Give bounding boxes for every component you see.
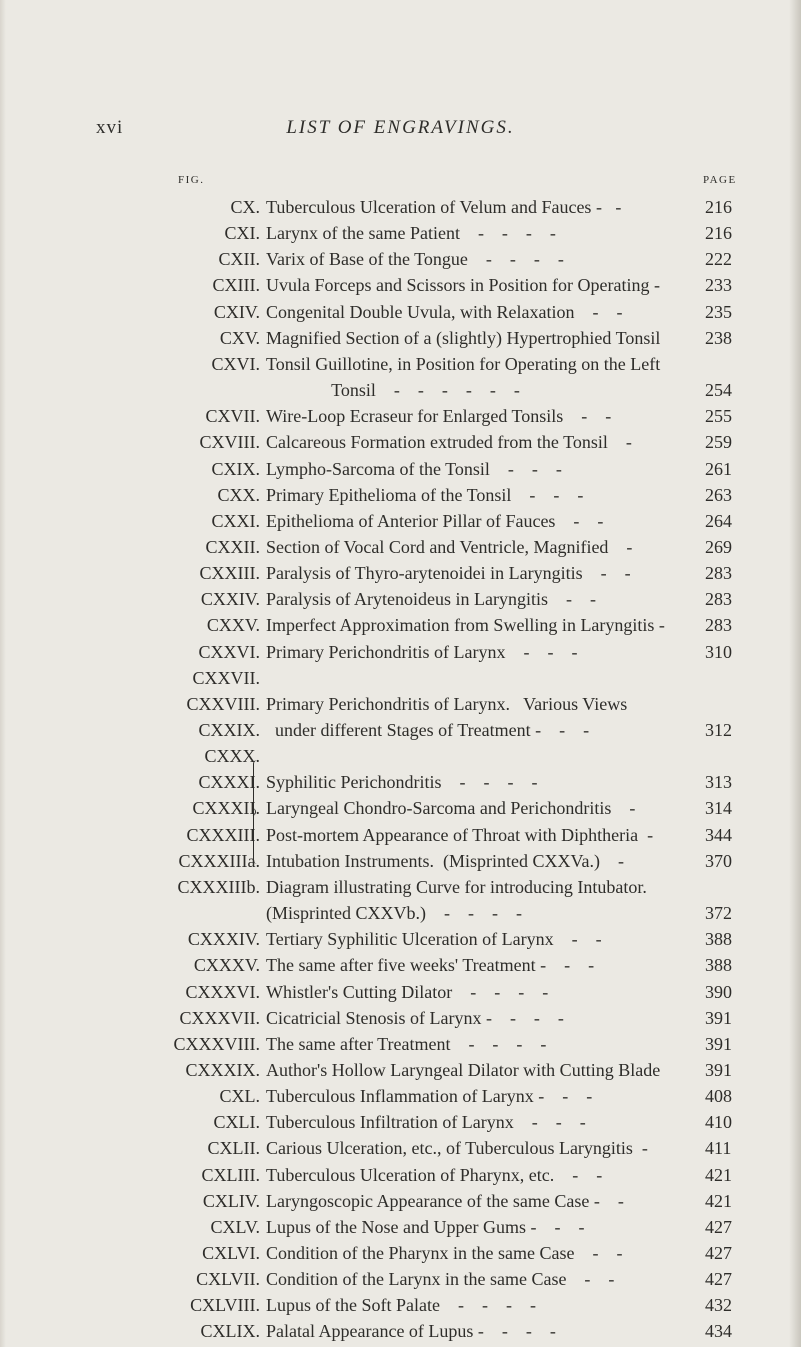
list-item xyxy=(0,1213,801,1241)
figure-number: CXX. xyxy=(217,484,260,505)
page-ref: 421 xyxy=(705,1164,732,1185)
figure-description: Lupus of the Soft Palate - - - - xyxy=(266,1295,541,1316)
figure-number: CXVIII. xyxy=(199,432,260,453)
figure-number: CXV. xyxy=(219,327,260,348)
page-ref: 259 xyxy=(705,432,732,453)
page-ref: 432 xyxy=(705,1295,732,1316)
figure-description: The same after five weeks' Treatment - - - xyxy=(266,955,599,976)
figure-number: CXXXIII. xyxy=(186,824,260,845)
figure-description: Tuberculous Inflammation of Larynx - - - xyxy=(266,1086,597,1107)
figure-number: CXI. xyxy=(224,223,260,244)
page-number: xvi xyxy=(96,117,124,138)
figure-number: CXXXIIIb. xyxy=(177,876,260,897)
column-header-fig: FIG. xyxy=(178,174,205,186)
page-ref: 313 xyxy=(705,772,732,793)
figure-number: CXLVIII. xyxy=(190,1295,260,1316)
figure-number: CXXI. xyxy=(211,510,260,531)
figure-number: CXXXIV. xyxy=(187,929,260,950)
page-ref: 283 xyxy=(705,589,732,610)
page-ref: 283 xyxy=(705,615,732,636)
figure-description: Larynx of the same Patient - - - - xyxy=(266,223,561,244)
list-item xyxy=(0,664,801,692)
list-item xyxy=(0,271,801,299)
figure-number: CXIX. xyxy=(211,458,260,479)
page-ref: 312 xyxy=(705,720,732,740)
figure-number: CXLIII. xyxy=(201,1164,260,1185)
figure-description: Lympho-Sarcoma of the Tonsil - - - xyxy=(266,458,567,479)
list-item xyxy=(0,742,801,770)
figure-number: CXXIX. xyxy=(198,720,260,740)
page-ref: 283 xyxy=(705,563,732,584)
list-item xyxy=(0,376,801,404)
figure-description: The same after Treatment - - - - xyxy=(266,1033,551,1054)
list-item xyxy=(0,978,801,1006)
figure-description: Syphilitic Perichondritis - - - - xyxy=(266,772,542,793)
figure-number: CXXXIX. xyxy=(185,1059,260,1080)
figure-number: CXII. xyxy=(218,249,260,270)
figure-number: CXLI. xyxy=(213,1112,260,1133)
figure-description: Tonsil - - - - - - xyxy=(300,380,525,401)
figure-number: CXXII. xyxy=(205,536,260,557)
list-item xyxy=(0,350,801,378)
page-ref: 427 xyxy=(705,1243,732,1263)
figure-description: Intubation Instruments. (Misprinted CXXVa.) - xyxy=(266,850,629,871)
list-item xyxy=(0,481,801,509)
list-item xyxy=(0,638,801,666)
figure-description: Congenital Double Uvula, with Relaxation - - xyxy=(266,301,627,322)
page-ref: 261 xyxy=(705,458,732,479)
list-item xyxy=(0,324,801,352)
figure-description: Wire-Loop Ecraseur for Enlarged Tonsils - - xyxy=(266,406,616,427)
figure-description: Imperfect Approximation from Swelling in Laryngitis - xyxy=(266,615,670,636)
figure-number: CXIV. xyxy=(213,301,260,322)
list-item xyxy=(0,1265,801,1293)
figure-description: under different Stages of Treatment - - - xyxy=(266,720,594,740)
page-ref: 216 xyxy=(705,197,732,217)
list-item xyxy=(0,245,801,273)
figure-number: CXXVI. xyxy=(198,641,260,662)
list-item xyxy=(0,559,801,587)
figure-description: Paralysis of Arytenoideus in Laryngitis - - xyxy=(266,589,601,610)
figure-number: CXLIX. xyxy=(200,1321,260,1342)
running-header xyxy=(0,113,801,143)
list-item xyxy=(0,925,801,953)
figure-description: Laryngoscopic Appearance of the same Case - - xyxy=(266,1190,629,1211)
column-header-page: PAGE xyxy=(703,174,737,186)
figure-description: Cicatricial Stenosis of Larynx - - - - xyxy=(266,1007,569,1028)
list-item xyxy=(0,847,801,875)
page-ref: 421 xyxy=(705,1190,732,1211)
figure-number: CXVII. xyxy=(205,406,260,427)
page-ref: 388 xyxy=(705,955,732,976)
list-item xyxy=(0,428,801,456)
figure-number: CXXXIIIa. xyxy=(178,850,260,871)
figure-description: Varix of Base of the Tongue - - - - xyxy=(266,249,569,270)
figure-description: Primary Epithelioma of the Tonsil - - - xyxy=(266,484,588,505)
figure-number: CXLVI. xyxy=(202,1243,260,1263)
page-ref: 391 xyxy=(705,1007,732,1028)
figure-number: CXVI. xyxy=(211,353,260,374)
list-item xyxy=(0,219,801,247)
list-item xyxy=(0,1004,801,1032)
figure-number: CXXVII. xyxy=(192,667,260,688)
figure-number: CXXIII. xyxy=(199,563,260,584)
figure-description: Condition of the Larynx in the same Case - - xyxy=(266,1269,619,1290)
page-ref: 269 xyxy=(705,536,732,557)
figure-number: CXXXI. xyxy=(198,772,260,793)
page-ref: 264 xyxy=(705,510,732,531)
figure-description: Laryngeal Chondro-Sarcoma and Perichondritis - xyxy=(266,798,640,819)
page-ref: 388 xyxy=(705,929,732,950)
figure-description: Calcareous Formation extruded from the Tonsil - xyxy=(266,432,637,453)
page-ref: 370 xyxy=(705,850,732,871)
page-ref: 310 xyxy=(705,641,732,662)
figure-description: Epithelioma of Anterior Pillar of Fauces - - xyxy=(266,510,608,531)
list-item xyxy=(0,585,801,613)
list-item xyxy=(0,1239,801,1267)
list-item xyxy=(0,1108,801,1136)
page-ref: 372 xyxy=(705,903,732,924)
list-item xyxy=(0,1134,801,1162)
figure-description: Whistler's Cutting Dilator - - - - xyxy=(266,981,553,1002)
figure-description: Primary Perichondritis of Larynx. Various Views xyxy=(266,693,628,714)
list-item xyxy=(0,611,801,639)
figure-description: Author's Hollow Laryngeal Dilator with Cutting Blade xyxy=(266,1059,661,1080)
list-item xyxy=(0,768,801,796)
figure-description: Condition of the Pharynx in the same Case - - xyxy=(266,1243,627,1263)
figure-description: Primary Perichondritis of Larynx - - - xyxy=(266,641,582,662)
page-ref: 427 xyxy=(705,1216,732,1237)
list-item xyxy=(0,193,801,221)
list-item xyxy=(0,507,801,535)
figure-description: Lupus of the Nose and Upper Gums - - - xyxy=(266,1216,589,1237)
page-ref: 411 xyxy=(705,1138,732,1159)
list-item xyxy=(0,899,801,927)
list-item xyxy=(0,1291,801,1319)
list-item xyxy=(0,1187,801,1215)
figure-number: CXL. xyxy=(219,1086,260,1107)
figure-description: Tertiary Syphilitic Ulceration of Larynx - - xyxy=(266,929,607,950)
figure-description: Tuberculous Ulceration of Velum and Fauces - - xyxy=(266,197,626,217)
figure-description: Palatal Appearance of Lupus - - - - xyxy=(266,1321,561,1342)
figure-description: Post-mortem Appearance of Throat with Diphtheria - xyxy=(266,824,658,845)
list-item xyxy=(0,1161,801,1189)
figure-description: Carious Ulceration, etc., of Tuberculous Laryngitis - xyxy=(266,1138,653,1159)
figure-number: CXXIV. xyxy=(200,589,260,610)
list-item xyxy=(0,794,801,822)
list-item xyxy=(0,873,801,901)
list-item xyxy=(0,690,801,718)
list-item xyxy=(0,1030,801,1058)
page-ref: 410 xyxy=(705,1112,732,1133)
figure-number: CX. xyxy=(230,197,260,217)
list-item xyxy=(0,716,801,744)
figure-description: (Misprinted CXXVb.) - - - - xyxy=(266,903,527,924)
page-title: LIST OF ENGRAVINGS. xyxy=(286,117,515,138)
figure-number: CXXX. xyxy=(204,746,260,767)
figure-number: CXXV. xyxy=(206,615,260,636)
figure-description: Paralysis of Thyro-arytenoidei in Laryngitis - - xyxy=(266,563,636,584)
figure-number: CXLIV. xyxy=(202,1190,260,1211)
figure-description: Magnified Section of a (slightly) Hypertrophied Tonsil xyxy=(266,327,661,348)
figure-description: Section of Vocal Cord and Ventricle, Magnified - xyxy=(266,536,637,557)
list-item xyxy=(0,402,801,430)
figure-number: CXLV. xyxy=(210,1216,260,1237)
figure-description: Uvula Forceps and Scissors in Position for Operating - xyxy=(266,275,665,296)
figure-description: Tuberculous Ulceration of Pharynx, etc. - - xyxy=(266,1164,607,1185)
figure-number: CXXXVII. xyxy=(179,1007,260,1028)
page-ref: 391 xyxy=(705,1033,732,1054)
page-ref: 391 xyxy=(705,1059,732,1080)
figure-number: CXXXV. xyxy=(193,955,260,976)
page-ref: 222 xyxy=(705,249,732,270)
figure-number: CXXXVIII. xyxy=(173,1033,260,1054)
page-ref: 408 xyxy=(705,1086,732,1107)
page-ref: 216 xyxy=(705,223,732,244)
page-ref: 344 xyxy=(705,824,732,845)
page-ref: 427 xyxy=(705,1269,732,1290)
page-ref: 238 xyxy=(705,327,732,348)
figure-number: CXXXII. xyxy=(192,798,260,819)
list-item xyxy=(0,455,801,483)
page-ref: 390 xyxy=(705,981,732,1002)
figure-number: CXXXVI. xyxy=(185,981,260,1002)
figure-description: Tonsil Guillotine, in Position for Operating on the Left xyxy=(266,353,661,374)
list-item xyxy=(0,298,801,326)
page-ref: 434 xyxy=(705,1321,732,1342)
list-item xyxy=(0,533,801,561)
figure-number: CXLVII. xyxy=(196,1269,260,1290)
list-item xyxy=(0,1056,801,1084)
figure-number: CXLII. xyxy=(207,1138,260,1159)
figure-number: CXXVIII. xyxy=(186,693,260,714)
figure-number: CXIII. xyxy=(212,275,260,296)
page-ref: 314 xyxy=(705,798,732,819)
page-ref: 235 xyxy=(705,301,732,322)
figure-description: Tuberculous Infiltration of Larynx - - - xyxy=(266,1112,591,1133)
list-item xyxy=(0,1082,801,1110)
page-ref: 233 xyxy=(705,275,732,296)
page-ref: 263 xyxy=(705,484,732,505)
figure-description: Diagram illustrating Curve for introducing Intubator. xyxy=(266,876,647,897)
page-ref: 254 xyxy=(705,380,732,401)
list-item xyxy=(0,821,801,849)
list-item xyxy=(0,951,801,979)
list-item xyxy=(0,1317,801,1345)
page-ref: 255 xyxy=(705,406,732,427)
